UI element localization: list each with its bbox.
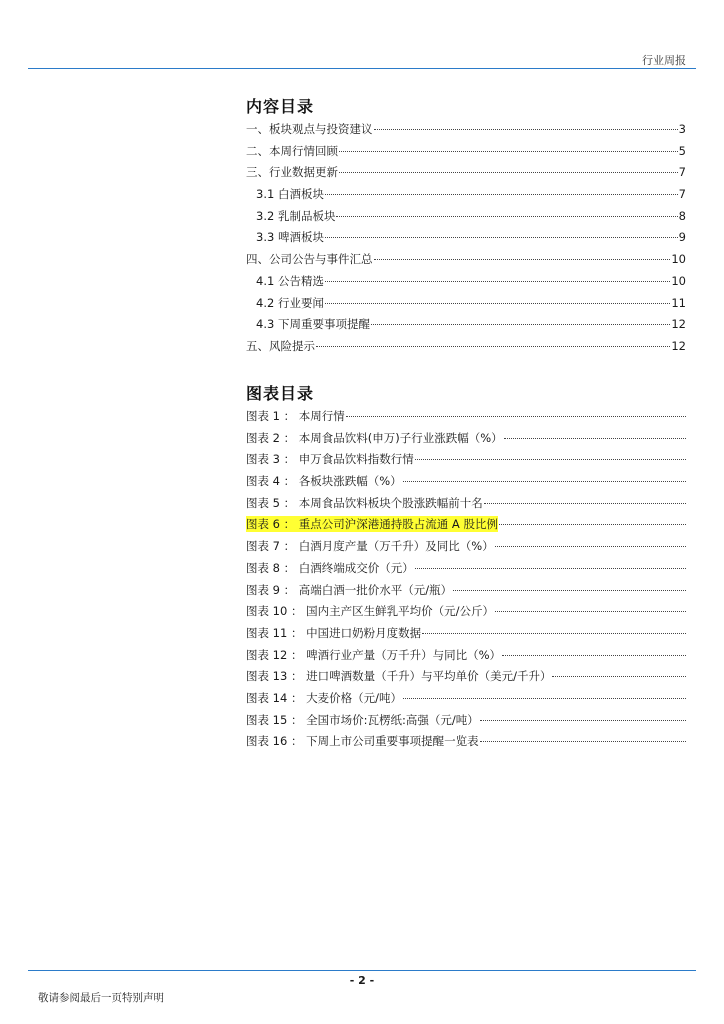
toc-entry-page: 11 <box>671 295 686 310</box>
figures-title: 图表目录 <box>246 384 315 403</box>
toc-entry-label: 三、行业数据更新 <box>246 165 338 180</box>
toc-entry[interactable] <box>246 295 686 317</box>
dot-leader <box>480 720 686 721</box>
dot-leader <box>346 416 686 417</box>
figure-entry[interactable] <box>246 712 686 734</box>
figure-entry[interactable] <box>246 647 686 669</box>
dot-leader <box>480 741 686 742</box>
figures-list <box>246 408 686 755</box>
figure-entry-label: 图表 10 ： 国内主产区生鲜乳平均价（元/公斤） <box>246 604 494 619</box>
toc-entry[interactable] <box>246 164 686 186</box>
toc-list <box>246 121 686 360</box>
figure-entry[interactable] <box>246 625 686 647</box>
toc-entry-label: 3.1 白酒板块 <box>256 187 324 202</box>
figure-entry-label: 图表 1 ： 本周行情 <box>246 409 345 423</box>
figure-entry[interactable] <box>246 495 686 517</box>
toc-entry[interactable] <box>246 316 686 338</box>
dot-leader <box>422 633 686 634</box>
figure-entry[interactable] <box>246 473 686 495</box>
header-divider <box>28 68 696 69</box>
toc-entry[interactable] <box>246 143 686 165</box>
toc-entry-page: 3 <box>678 122 686 136</box>
disclaimer-text: 敬请参阅最后一页特别声明 <box>38 992 164 1004</box>
figure-entry[interactable] <box>246 430 686 452</box>
figure-entry-label: 图表 14 ： 大麦价格（元/吨） <box>246 690 402 705</box>
toc-entry-label: 四、公司公告与事件汇总 <box>246 252 373 267</box>
figure-entry-label: 图表 7 ： 白酒月度产量（万千升）及同比（%） <box>246 539 494 554</box>
toc-entry-page: 10 <box>671 252 686 267</box>
toc-entry-page: 8 <box>678 208 686 223</box>
dot-leader <box>325 281 670 282</box>
figure-entry-label: 图表 16 ： 下周上市公司重要事项提醒一览表 <box>246 734 479 749</box>
toc-entry-page: 9 <box>678 230 686 245</box>
dot-leader <box>339 151 678 152</box>
figure-entry[interactable] <box>246 733 686 755</box>
dot-leader <box>495 611 686 612</box>
dot-leader <box>374 259 671 260</box>
dot-leader <box>504 438 686 439</box>
toc-entry[interactable] <box>246 251 686 273</box>
toc-entry-page: 10 <box>671 273 686 288</box>
dot-leader <box>325 303 670 304</box>
toc-title: 内容目录 <box>246 97 315 116</box>
dot-leader <box>502 655 686 656</box>
page-header-label: 行业周报 <box>642 54 686 67</box>
toc-entry-page: 7 <box>678 187 686 202</box>
figure-entry-label: 图表 9 ： 高端白酒一批价水平（元/瓶） <box>246 582 453 597</box>
dot-leader <box>336 216 677 217</box>
figure-entry-label: 图表 13 ： 进口啤酒数量（千升）与平均单价（美元/千升） <box>246 669 552 684</box>
dot-leader <box>495 546 686 547</box>
figure-entry[interactable] <box>246 451 686 473</box>
toc-entry-page: 5 <box>678 143 686 158</box>
figure-entry[interactable] <box>246 690 686 712</box>
toc-entry-label: 3.2 乳制品板块 <box>256 208 336 223</box>
toc-entry-label: 二、本周行情回顾 <box>246 143 338 158</box>
figure-entry-label: 图表 15 ： 全国市场价:瓦楞纸:高强（元/吨） <box>246 712 479 727</box>
dot-leader <box>316 346 670 347</box>
toc-entry-label: 一、板块观点与投资建议 <box>246 122 373 136</box>
page-number: - 2 - <box>349 974 375 987</box>
toc-entry[interactable] <box>246 273 686 295</box>
toc-entry-label: 4.2 行业要闻 <box>256 295 324 310</box>
figure-entry[interactable] <box>246 516 686 538</box>
toc-entry-label: 4.1 公告精选 <box>256 273 324 288</box>
figure-entry-label: 图表 4 ： 各板块涨跌幅（%） <box>246 474 402 489</box>
dot-leader <box>552 676 686 677</box>
dot-leader <box>339 172 678 173</box>
dot-leader <box>403 698 686 699</box>
figure-entry[interactable] <box>246 668 686 690</box>
toc-entry[interactable] <box>246 121 686 143</box>
figure-entry-label: 图表 11 ： 中国进口奶粉月度数据 <box>246 625 422 640</box>
dot-leader <box>403 481 686 482</box>
dot-leader <box>325 237 678 238</box>
figure-entry[interactable] <box>246 603 686 625</box>
dot-leader <box>371 324 670 325</box>
dot-leader <box>325 194 678 195</box>
figure-entry-label: 图表 2 ： 本周食品饮料(申万)子行业涨跌幅（%） <box>246 430 503 445</box>
toc-entry-page: 12 <box>671 317 686 332</box>
toc-entry-label: 五、风险提示 <box>246 338 315 353</box>
figure-entry-label: 图表 3 ： 申万食品饮料指数行情 <box>246 452 414 467</box>
dot-leader <box>374 129 678 130</box>
toc-entry-page: 12 <box>671 338 686 353</box>
toc-entry[interactable] <box>246 338 686 360</box>
figure-entry-label-highlighted: 图表 6 ： 重点公司沪深港通持股占流通 A 股比例 <box>246 517 498 532</box>
figure-entry-label: 图表 8 ： 白酒终端成交价（元） <box>246 560 414 575</box>
figure-entry[interactable] <box>246 408 686 430</box>
dot-leader <box>415 459 686 460</box>
dot-leader <box>484 503 686 504</box>
dot-leader <box>415 568 686 569</box>
toc-entry-label: 4.3 下周重要事项提醒 <box>256 317 370 332</box>
toc-entry[interactable] <box>246 229 686 251</box>
toc-entry-label: 3.3 啤酒板块 <box>256 230 324 245</box>
toc-entry[interactable] <box>246 208 686 230</box>
figure-entry[interactable] <box>246 538 686 560</box>
dot-leader <box>499 524 686 525</box>
figure-entry-label: 图表 12 ： 啤酒行业产量（万千升）与同比（%） <box>246 647 502 662</box>
figure-entry[interactable] <box>246 582 686 604</box>
toc-entry[interactable] <box>246 186 686 208</box>
toc-entry-page: 7 <box>678 165 686 180</box>
footer-divider <box>28 970 696 971</box>
dot-leader <box>453 590 686 591</box>
figure-entry-label: 图表 5 ： 本周食品饮料板块个股涨跌幅前十名 <box>246 495 483 510</box>
figure-entry[interactable] <box>246 560 686 582</box>
